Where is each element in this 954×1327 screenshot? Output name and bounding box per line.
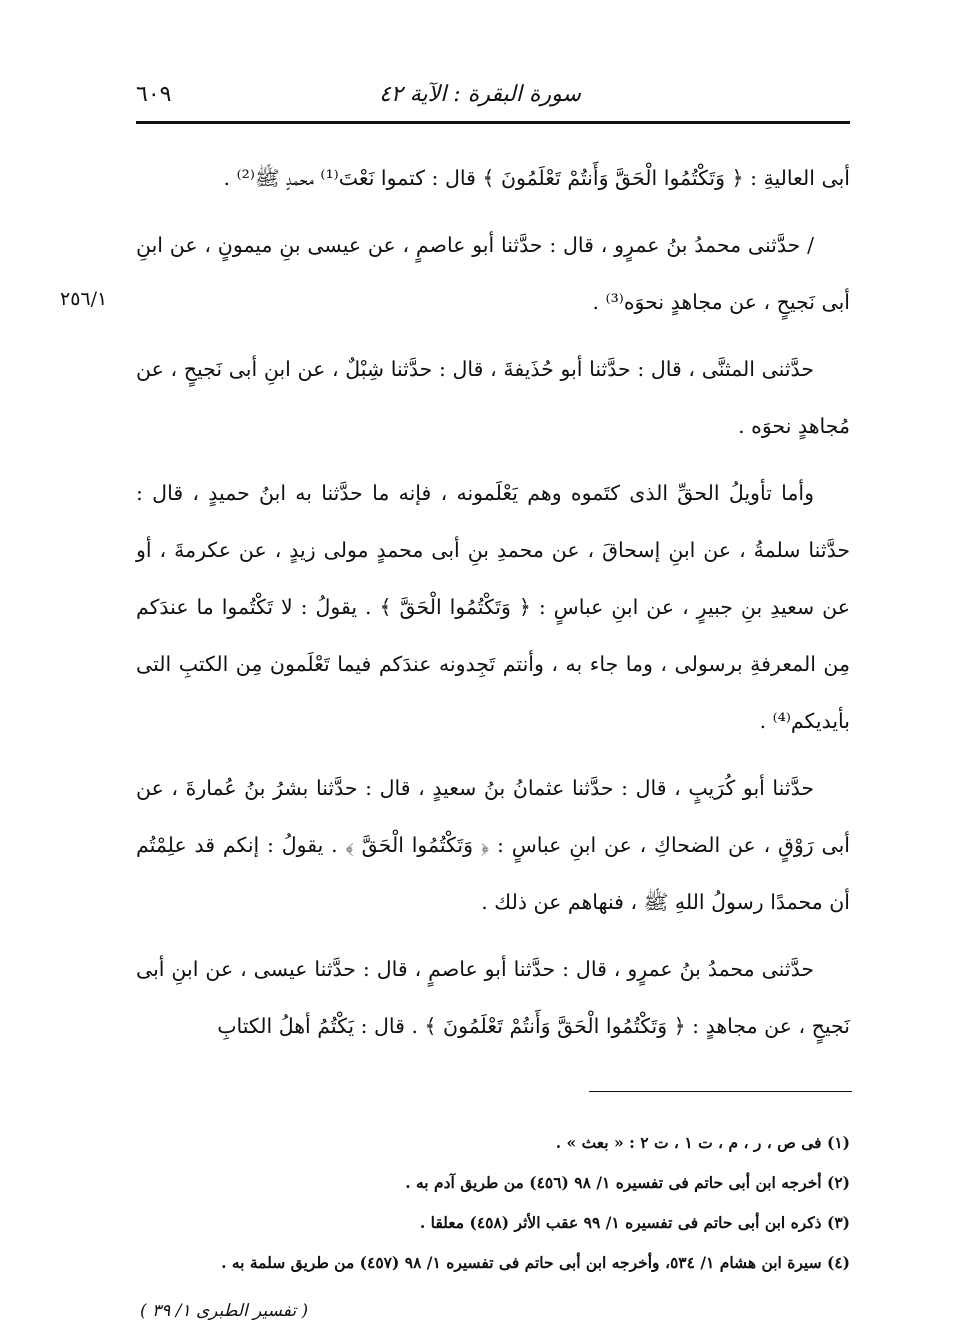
paragraph: حدَّثنى المثنَّى ، قال : حدَّثنا أبو حُذَيفةَ ، قال : حدَّثنا شِبْلٌ ، عن ابنِ أبى نَجيحٍ ، عن مُجاهدٍ نحوَه . bbox=[136, 357, 850, 438]
footnote: (١) فى ص ، ر ، م ، ت ١ ، ت ٢ : « بعث » . bbox=[555, 1133, 850, 1152]
paragraph: وأما تأويلُ الحقِّ الذى كتَموه وهم يَعْلَمونه ، فإنه ما حدَّثنا به ابنُ حميدٍ ، قال : حدَّثنا سلمةُ ، عن ابنِ إسحاقَ ، عن محمدِ بنِ أبى محمدٍ مولى زيدٍ ، عن عكرمةَ ، أو عن سعيدِ بنِ جبيرٍ ، عن ابنِ عباسٍ : ﴿ وَتَكْتُمُوا الْحَقَّ ﴾ . يقولُ : لا تَكْتُموا ما عندَكم مِن المعرفةِ برسولى ، وما جاء به ، وأنتم تَجِدونه عندَكم فيما تَعْلَمون مِن الكتبِ التى بأيديكم⁽⁴⁾ . bbox=[136, 481, 850, 733]
footnote-rule bbox=[589, 1091, 852, 1092]
page-number: ٦٠٩ bbox=[136, 82, 172, 107]
footnote: (٣) ذكره ابن أبى حاتم فى تفسيره ١/ ٩٩ عقب الأثر (٤٥٨) معلقا . bbox=[419, 1213, 850, 1232]
paragraph: أبى العاليةِ : ﴿ وَتَكْتُمُوا الْحَقَّ وَأَنتُمْ تَعْلَمُونَ ﴾ قال : كتموا نَعْتَ⁽¹⁾ محمدٍ ﷺ⁽²⁾ . bbox=[223, 166, 850, 190]
main-text bbox=[136, 150, 850, 1065]
header-rule bbox=[136, 121, 850, 124]
footnotes bbox=[136, 1123, 850, 1283]
footnote: (٤) سيرة ابن هشام ١/ ٥٣٤، وأخرجه ابن أبى حاتم فى تفسيره ١/ ٩٨ (٤٥٧) من طريق سلمة به . bbox=[221, 1253, 850, 1272]
running-header-title: سورة البقرة : الآية ٤٢ bbox=[379, 82, 581, 107]
margin-reference: ٢٥٦/١ bbox=[60, 288, 108, 310]
footnote: (٢) أخرجه ابن أبى حاتم فى تفسيره ١/ ٩٨ (٤٥٦) من طريق آدم به . bbox=[405, 1173, 850, 1192]
paragraph: حدَّثنا أبو كُرَيبٍ ، قال : حدَّثنا عثمانُ بنُ سعيدٍ ، قال : حدَّثنا بشرُ بنُ عُمارةَ ، عن أبى رَوْقٍ ، عن الضحاكِ ، عن ابنِ عباسٍ : ﴿ وَتَكْتُمُوا الْحَقَّ ﴾ . يقولُ : إنكم قد علِمْتُم أن محمدًا رسولُ اللهِ ﷺ ، فنهاهم عن ذلك . bbox=[136, 776, 850, 914]
paragraph: حدَّثنى محمدُ بنُ عمرٍو ، قال : حدَّثنا أبو عاصمٍ ، قال : حدَّثنا عيسى ، عن ابنِ أبى نَجيحٍ ، عن مجاهدٍ : ﴿ وَتَكْتُمُوا الْحَقَّ وَأَنتُمْ تَعْلَمُونَ ﴾ . قال : يَكْتُمُ أهلُ الكتابِ bbox=[136, 957, 850, 1038]
paragraph: / حدَّثنى محمدُ بنُ عمرٍو ، قال : حدَّثنا أبو عاصمٍ ، عن عيسى بنِ ميمونٍ ، عن ابنِ أبى نَجيحٍ ، عن مجاهدٍ نحوَه⁽³⁾ . bbox=[136, 233, 850, 314]
volume-signature: ( تفسير الطبرى ١/ ٣٩ ) bbox=[140, 1301, 309, 1321]
